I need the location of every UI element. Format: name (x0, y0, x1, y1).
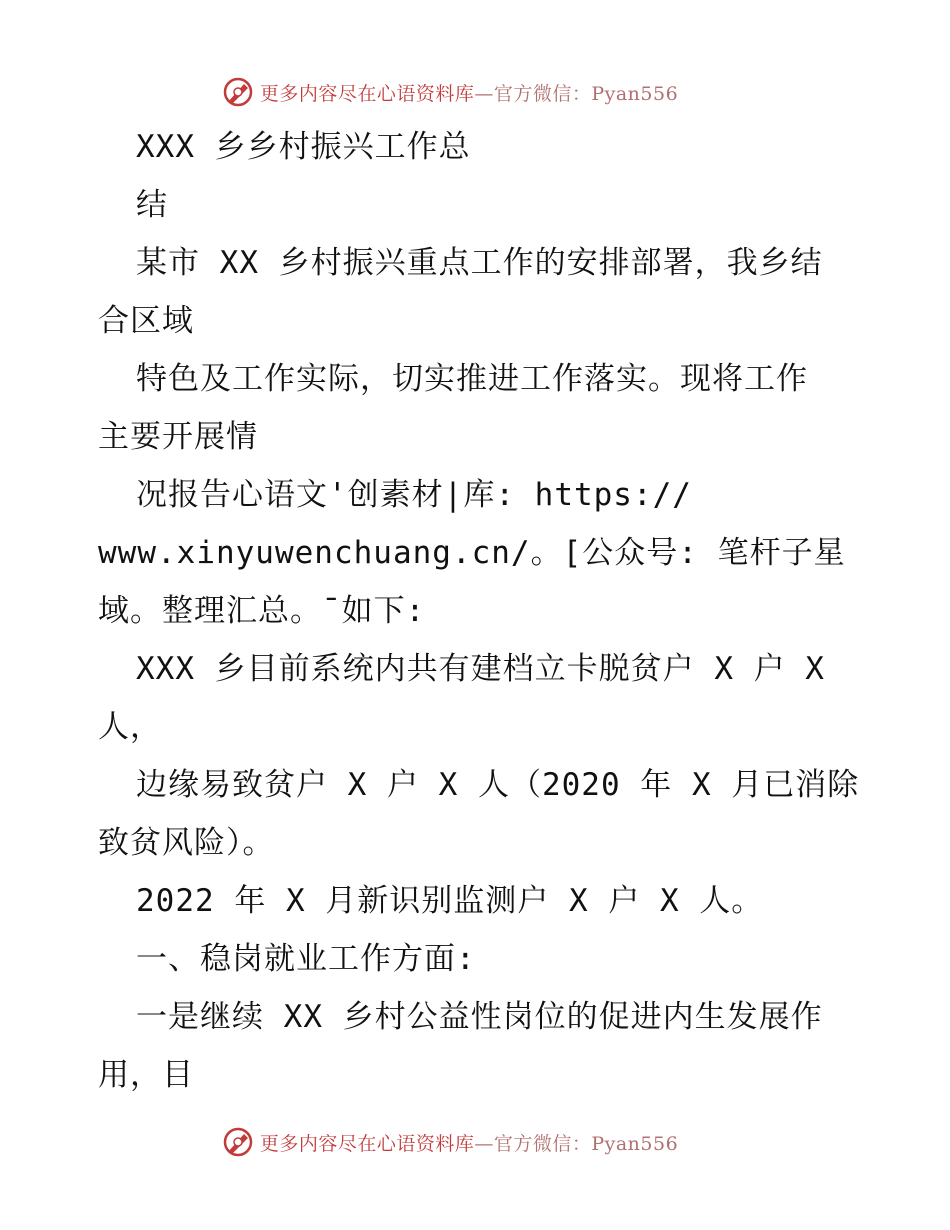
header-banner-sub: 官方微信：Pyan556 (493, 82, 679, 105)
paragraph-line: 特色及工作实际，切实推进工作落实。现将工作 (136, 361, 808, 397)
pen-logo-icon (222, 76, 254, 108)
section-heading: 一、稳岗就业工作方面: (136, 941, 476, 977)
paragraph-line: 某市 XX 乡村振兴重点工作的安排部署，我乡结 (136, 245, 823, 281)
paragraph-line: 一是继续 XX 乡村公益性岗位的促进内生发展作 (136, 999, 823, 1035)
footer-banner-text (260, 1129, 678, 1156)
footer-banner-main: 更多内容尽在心语资料库 (259, 1132, 475, 1155)
footer-banner-sep: — (474, 1132, 494, 1155)
paragraph-line: www.xinyuwenchuang.cn/。[公众号: 笔杆子星 (98, 535, 846, 571)
header-banner-text (260, 79, 678, 106)
footer-banner-sub: 官方微信：Pyan556 (493, 1132, 679, 1155)
paragraph-line: 用，目 (98, 1057, 194, 1093)
document-body (98, 118, 858, 1104)
header-banner-main: 更多内容尽在心语资料库 (259, 82, 475, 105)
pen-logo-icon (222, 1126, 254, 1158)
paragraph-line: 2022 年 X 月新识别监测户 X 户 X 人。 (136, 883, 764, 919)
paragraph-line: 人， (98, 709, 162, 745)
footer-banner (0, 1122, 950, 1162)
title-line-2: 结 (136, 187, 168, 223)
title-line-1: XXX 乡乡村振兴工作总 (136, 129, 471, 165)
paragraph-line: 况报告心语文'创素材|库: https:// (136, 477, 692, 513)
paragraph-line: 主要开展情 (98, 419, 258, 455)
paragraph-line: 致贫风险）。 (98, 825, 275, 861)
header-banner-sep: — (474, 82, 494, 105)
paragraph-line: XXX 乡目前系统内共有建档立卡脱贫户 X 户 X (136, 651, 825, 687)
paragraph-line: 合区域 (98, 303, 194, 339)
paragraph-line: 域。整理汇总。¯如下: (98, 593, 426, 629)
paragraph-line: 边缘易致贫户 X 户 X 人（2020 年 X 月已消除 (136, 767, 860, 803)
header-banner (0, 72, 950, 112)
